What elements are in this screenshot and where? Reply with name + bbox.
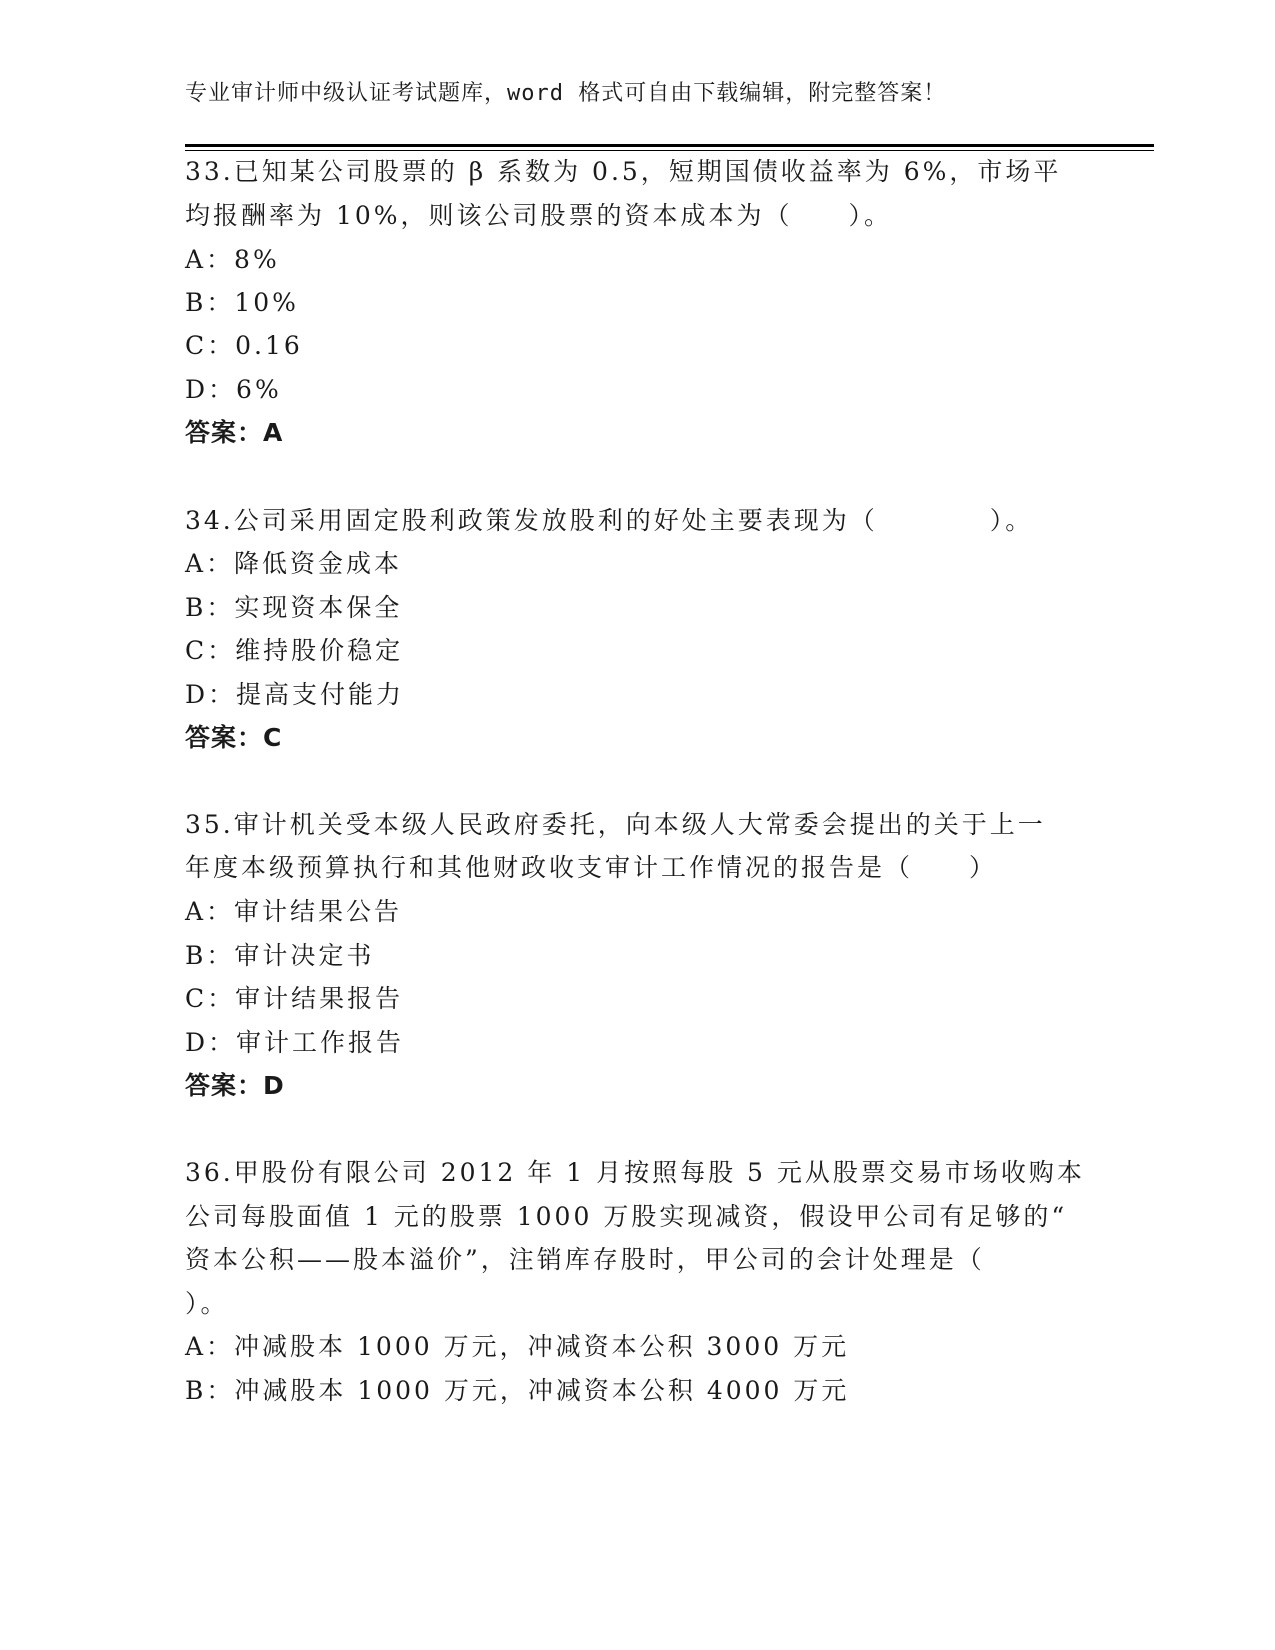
question-33-stem-line-2: 均报酬率为 10%，则该公司股票的资本成本为（ ）。 [185,201,893,230]
question-36-option-b: B：冲减股本 1000 万元，冲减资本公积 4000 万元 [185,1376,850,1405]
question-35-option-a: A：审计结果公告 [185,897,403,926]
question-34-answer: 答案：C [185,723,283,752]
question-33-option-d: D：6% [185,375,282,404]
question-33-option-c: C：0.16 [185,331,303,360]
question-34-option-b: B：实现资本保全 [185,593,403,622]
question-34-option-c: C：维持股价稳定 [185,636,404,665]
question-34-stem-line-1: 34.公司采用固定股利政策发放股利的好处主要表现为（ ）。 [185,506,1034,535]
question-34-option-d: D：提高支付能力 [185,680,405,709]
question-35-option-c: C：审计结果报告 [185,984,404,1013]
question-34-option-a: A：降低资金成本 [185,549,403,578]
header-rule-thin [185,150,1154,151]
question-35-stem-line-1: 35.审计机关受本级人民政府委托，向本级人大常委会提出的关于上一 [185,810,1046,839]
question-36-stem-line-2: 公司每股面值 1 元的股票 1000 万股实现减资，假设甲公司有足够的“ [185,1202,1068,1231]
question-35-option-b: B：审计决定书 [185,941,375,970]
question-33-option-b: B：10% [185,288,299,317]
question-36-stem-line-4: ）。 [185,1289,229,1318]
question-35-stem-line-2: 年度本级预算执行和其他财政收支审计工作情况的报告是（ ） [185,853,998,882]
header-rule-thick [185,144,1154,147]
question-33-stem-line-1: 33.已知某公司股票的 β 系数为 0.5，短期国债收益率为 6%，市场平 [185,157,1062,186]
question-33-answer: 答案：A [185,418,284,447]
question-36-option-a: A：冲减股本 1000 万元，冲减资本公积 3000 万元 [185,1332,850,1361]
question-35-option-d: D：审计工作报告 [185,1028,405,1057]
page-header: 专业审计师中级认证考试题库，word 格式可自由下载编辑，附完整答案！ [185,81,947,106]
question-35-answer: 答案：D [185,1071,285,1100]
question-36-stem-line-3: 资本公积——股本溢价”，注销库存股时，甲公司的会计处理是（ [185,1245,985,1274]
question-36-stem-line-1: 36.甲股份有限公司 2012 年 1 月按照每股 5 元从股票交易市场收购本 [185,1158,1085,1187]
question-33-option-a: A：8% [185,245,280,274]
